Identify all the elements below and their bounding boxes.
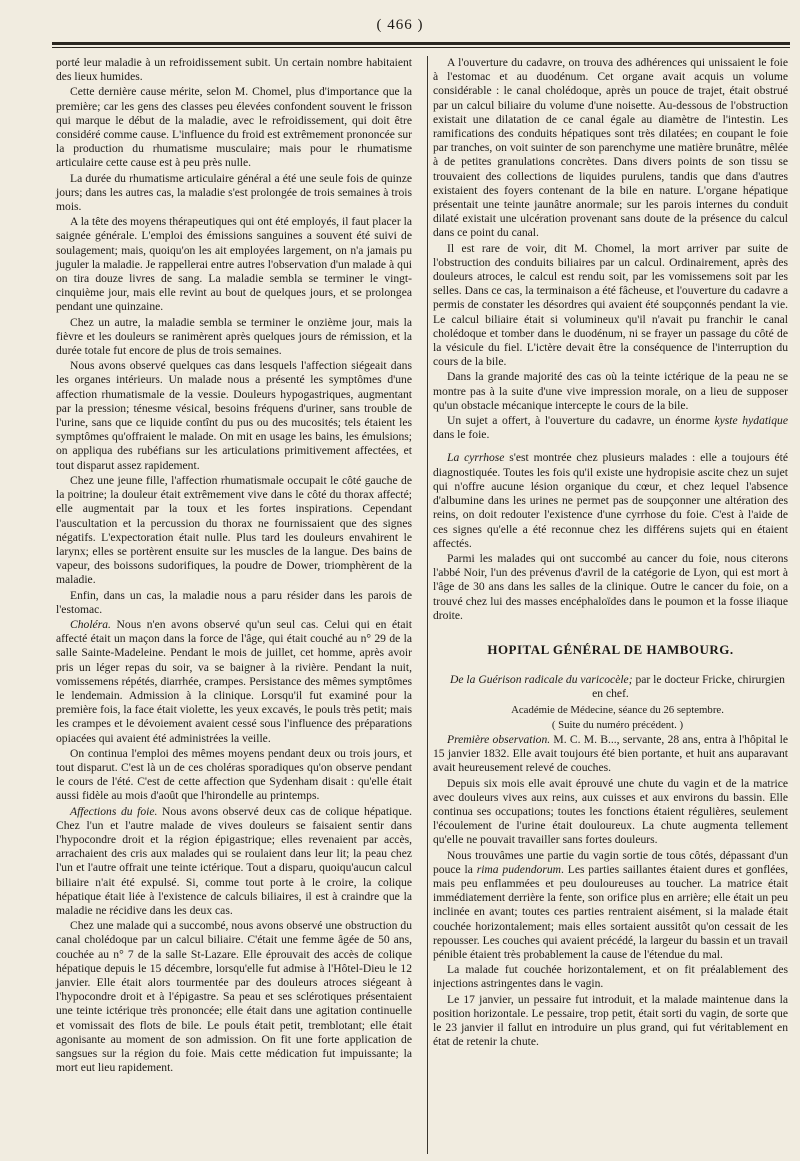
- academy-line: Académie de Médecine, séance du 26 septembre.: [511, 703, 724, 716]
- paragraph: [433, 733, 788, 776]
- paragraph: Enfin, dans un cas, la maladie nous a paru résider dans les parois de l'estomac.: [56, 588, 412, 616]
- paragraph: [433, 849, 788, 963]
- paragraph: Chez une malade qui a succombé, nous avons observé une obstruction du canal cholédoque par un calcul biliaire. C'était une femme âgée de 50 ans, couchée au n° 7 de la salle St-Lazare. Elle éprouvait des accès de colique hépatique depuis le 15 décembre, lorsqu'elle fut admise à l'Hôtel-Dieu le 12 janvier. Elle était alors tourmentée par des douleurs atroces siégeant à l'hypocondre droit et à l'épigastre. Sa peau et ses sclérotiques présentaient une teinte ictérique très prononcée; elle était dans une agitation continuelle et vomissait des flots de bile. Le pouls était petit, tremblotant; elle était agonisante au moment de son admission. On fit une forte application de sangsues sur la région du foie. Mais cette médication fut impuissante; la mort eut lieu rapidement.: [56, 919, 412, 1075]
- paragraph-end: dans le foie.: [433, 428, 490, 442]
- paragraph-lead: La cyrrhose: [447, 451, 505, 465]
- paragraph-body: Un sujet a offert, à l'ouverture du cadavre, un énorme: [447, 414, 715, 428]
- paragraph: Le 17 janvier, un pessaire fut introduit, et la malade maintenue dans la position horizontale. Le pessaire, trop petit, était sorti du vagin, de sorte que le 23 janvier il fallut en introduire un plus grand, qui fut véritablement en état de retenir la chute.: [433, 992, 788, 1049]
- right-column: [433, 56, 788, 1050]
- paragraph: Nous avons observé quelques cas dans lesquels l'affection siégeait dans les organes intérieurs. Un malade nous a présenté les symptômes d'une affection rhumatismale de la vessie. Douleurs hypogastriques, augmentant par la pression; ténesme vésical, besoins fréquens d'uriner, sans trouble de l'urine, sans que ce liquide contînt du pus ou des mucosités; tels étaient les symptômes qu'offraient le malade. On mit en usage les bains, les émulsions; on appliqua des rubéfians sur les articulations primitivement affectées, et tout disparut assez rapidement.: [56, 359, 412, 472]
- paragraph-body: Nous n'en avons observé qu'un seul cas. Celui qui en était affecté était un maçon dans la force de l'âge, qui était couché au n° 29 de la salle Sainte-Madeleine. Pendant le mois de juillet, cet homme, après avoir pris un léger repas du soir, va se baigner à la rivière. Pendant la nuit, vomissemens répétés, diarrhée, crampes. Persistance des mêmes symptômes le lendemain. Admission à la clinique. Lorsqu'il fut examiné pour la première fois, la face était violette, les yeux excavés, le pouls très petit; mais les crampes et le dévoiement avaient cessé sous l'influence des préparations opiacées qui avaient été administrées la veille.: [56, 617, 412, 745]
- paragraph: [433, 451, 788, 550]
- paragraph: porté leur maladie à un refroidissement subit. Un certain nombre habitaient des lieux humides.: [56, 56, 412, 84]
- paragraph: La durée du rhumatisme articulaire général a été une seule fois de quinze jours; dans les autres cas, la maladie s'est prolongée de trois semaines à trois mois.: [56, 171, 412, 214]
- top-rule-thin: [52, 47, 790, 48]
- paragraph: Depuis six mois elle avait éprouvé une chute du vagin et de la matrice avec douleurs vives aux reins, aux cuisses et aux environs du bassin. Elle continua ses occupations; toutes les fonctions étaient régulières, seulement l'écoulement de l'urine était douloureux. La chute augmenta tellement qu'elle ne pouvait travailler sans fortes douleurs.: [433, 776, 788, 847]
- left-column: [56, 56, 412, 1076]
- paragraph: [433, 414, 788, 442]
- paragraph: [56, 618, 412, 746]
- paragraph-body: Nous trouvâmes une partie du vagin sortie de tous côtés, dépassant d'un pouce la: [433, 848, 788, 876]
- paragraph-italic-term: rima pudendorum: [476, 862, 562, 876]
- paragraph: La malade fut couchée horizontalement, et on fit préalablement des injections astringentes dans le vagin.: [433, 963, 788, 991]
- right-column-top: [433, 56, 788, 623]
- paragraph: A l'ouverture du cadavre, on trouva des adhérences qui unissaient le foie à l'estomac et au duodénum. Cet organe avait acquis un volume considérable : le canal cholédoque, après un pouce de trajet, était obstrué par un calcul biliaire du volume d'une noisette. Au-dessous de l'obstruction existait une dilatation de ce canal égale au diamètre de l'intestin. Les ramifications des conduits hépatiques sont très dilatées; en coupant le foie par tranches, on voit suinter de son parenchyme une matière brunâtre, mêlée à de petites granulations concrètes. Dans divers points de son tissu se trouvaient des collections de liquides purulens, tandis que dans d'autres existaient des foyers contenant de la bile en nature. L'organe hépatique présentait une teinte jaunâtre anormale; sur les parois internes du conduit dilaté existait une ulcération provenant sans doute de la présence du calcul dans ce point du canal.: [433, 56, 788, 240]
- page-number: ( 466 ): [376, 17, 424, 33]
- paragraph-end: . Les parties saillantes étaient dures et gonflées, mais peu enflammées et peu douloureuses au toucher. La matrice était immédiatement derrière la fente, son orifice plus en arrière; elle était un peu inclinée en avant; toutes ces parties rentraient aisément, si la malade était couchée horizontalement; mais elles sortaient aussitôt qu'on cessait de les repousser. Les couches qui avaient précédé, la largeur du bassin et un travail pénible étaient très probablement la cause de l'étendue du mal.: [433, 862, 788, 961]
- paragraph: [56, 805, 412, 919]
- paragraph: Parmi les malades qui ont succombé au cancer du foie, nous citerons l'abbé Noir, l'un des prévenus d'avril de la catégorie de Lyon, qui est mort à l'âge de 30 ans dans les salles de la clinique. Outre le cancer du foie, on a trouvé chez lui des masses encéphaloïdes dans le poumon et la fosse iliaque droite.: [433, 551, 788, 622]
- paragraph: On continua l'emploi des mêmes moyens pendant deux ou trois jours, et tout disparut. C'est là un de ces choléras sporadiques qu'on observe pendant le cours de l'été. C'est de cette affection que Sydenham disait : qu'elle était aussi fidèle au mois d'août que l'hirondelle au printemps.: [56, 746, 412, 803]
- paragraph-italic-term: kyste hydatique: [714, 414, 788, 428]
- paragraph: A la tête des moyens thérapeutiques qui ont été employés, il faut placer la saignée générale. L'emploi des émissions sanguines a souvent été suivi de soulagement; mais, quoiqu'on les ait employées largement, on n'a jamais pu juguler la maladie. Je rappellerai entre autres l'observation d'un malade à qui on tira douze livres de sang. La maladie sembla se terminer le vingt-cinquième jour, mais elle revint au bout de quelques jours, et se prolongea pendant une quinzaine.: [56, 215, 412, 314]
- subtitle-italic: De la Guérison radicale du varicocèle;: [450, 673, 633, 687]
- paragraph: Chez une jeune fille, l'affection rhumatismale occupait le côté gauche de la poitrine; la douleur était extrêmement vive dans le côté du thorax affecté; elle augmentait par la toux et les fortes inspirations. Cependant l'auscultation et la percussion du thorax ne fournissaient que des signes négatifs. L'expectoration était nulle. Plus tard les douleurs envahirent le larynx; elles se portèrent ensuite sur les muscles de la langue. Des bains de vapeur, des boissons sudorifiques, la poudre de Dower, triomphèrent de la maladie.: [56, 473, 412, 587]
- paragraph-gap: [433, 443, 788, 451]
- paragraph-lead: Choléra.: [70, 617, 111, 631]
- subtitle-rest: par le docteur Fricke, chirurgien en chef.: [592, 673, 785, 701]
- continuation-note: ( Suite du numéro précédent. ): [551, 718, 684, 731]
- paragraph-lead: Première observation.: [447, 732, 551, 746]
- column-divider: [427, 56, 428, 1154]
- top-rule: [52, 42, 790, 45]
- paragraph: Dans la grande majorité des cas où la teinte ictérique de la peau ne se montre pas à la suite d'une vive impression morale, on a lieu de supposer qu'un obstacle mécanique intercepte le cours de la bile.: [433, 370, 788, 412]
- section-subtitle: [433, 673, 788, 701]
- paragraph: Il est rare de voir, dit M. Chomel, la mort arriver par suite de l'obstruction des conduits biliaires par un calcul. Ordinairement, après des douleurs atroces, le calcul est rendu soit, par les vomissemens soit par les selles. Dans ce cas, la terminaison a été fâcheuse, et l'ouverture du cadavre a permis de constater les désordres qui avaient été soupçonnés pendant la vie. Le calcul biliaire était si volumineux qu'il n'avait pu franchir le canal cholédoque et tomber dans le duodénum, ni se frayer un passage du côté de la vésicule du fiel. L'ictère devait être la conséquence de l'interruption du cours de la bile.: [433, 241, 788, 369]
- right-column-bottom: [433, 733, 788, 1049]
- paragraph-lead: Affections du foie.: [70, 804, 158, 818]
- paragraph-body: Nous avons observé deux cas de colique hépatique. Chez l'un et l'autre malade de vives douleurs se faisaient sentir dans l'hypocondre droit et la région épigastrique; elles revenaient par accès, arrachaient des cris aux malades qui se roulaient dans leur lit; la peau chez l'un et l'autre offrait une teinte ictérique. Tout a disparu, quoiqu'aucun calcul biliaire n'ait été expulsé. Si, comme tout porte à le croire, la colique hépatique était liée à l'existence de calculs biliaires, il est à craindre que la maladie ne récidive dans les deux cas.: [56, 804, 412, 917]
- paragraph-body: M. C. M. B..., servante, 28 ans, entra à l'hôpital le 15 janvier 1832. Elle avait toujours été bien portante, et huit ans auparavant avait heureusement relevé de couches.: [433, 732, 788, 775]
- paragraph-body: s'est montrée chez plusieurs malades : elle a toujours été diagnostiquée. Toutes les fois qu'il existe une hydropisie ascite chez un sujet qui n'offre aucune lésion organique du cœur, et chez lequel l'absence d'albumine dans les urines ne permet pas de soupçonner une altération des reins, on doit redouter l'existence d'une cyrrhose du foie. C'est à l'aide de ces signes qu'elle a été reconnue chez les différens sujets qui en étaient affectés.: [433, 451, 788, 550]
- paragraph: Chez un autre, la maladie sembla se terminer le onzième jour, mais la fièvre et les douleurs se ranimèrent après quelques jours de rémission, et la durée totale fut encore de plus de trois semaines.: [56, 315, 412, 358]
- paragraph: Cette dernière cause mérite, selon M. Chomel, plus d'importance que la première; car les gens des classes peu élevées confondent souvent le frisson qui marque le début de la maladie, avec le refroidissement, qui doit être considéré comme cause. L'influence du froid est extrêmement prononcée sur la production du rhumatisme musculaire; mais pour le rhumatisme articulaire cette cause est à peu près nulle.: [56, 85, 412, 170]
- section-heading: HOPITAL GÉNÉRAL DE HAMBOURG.: [487, 641, 734, 657]
